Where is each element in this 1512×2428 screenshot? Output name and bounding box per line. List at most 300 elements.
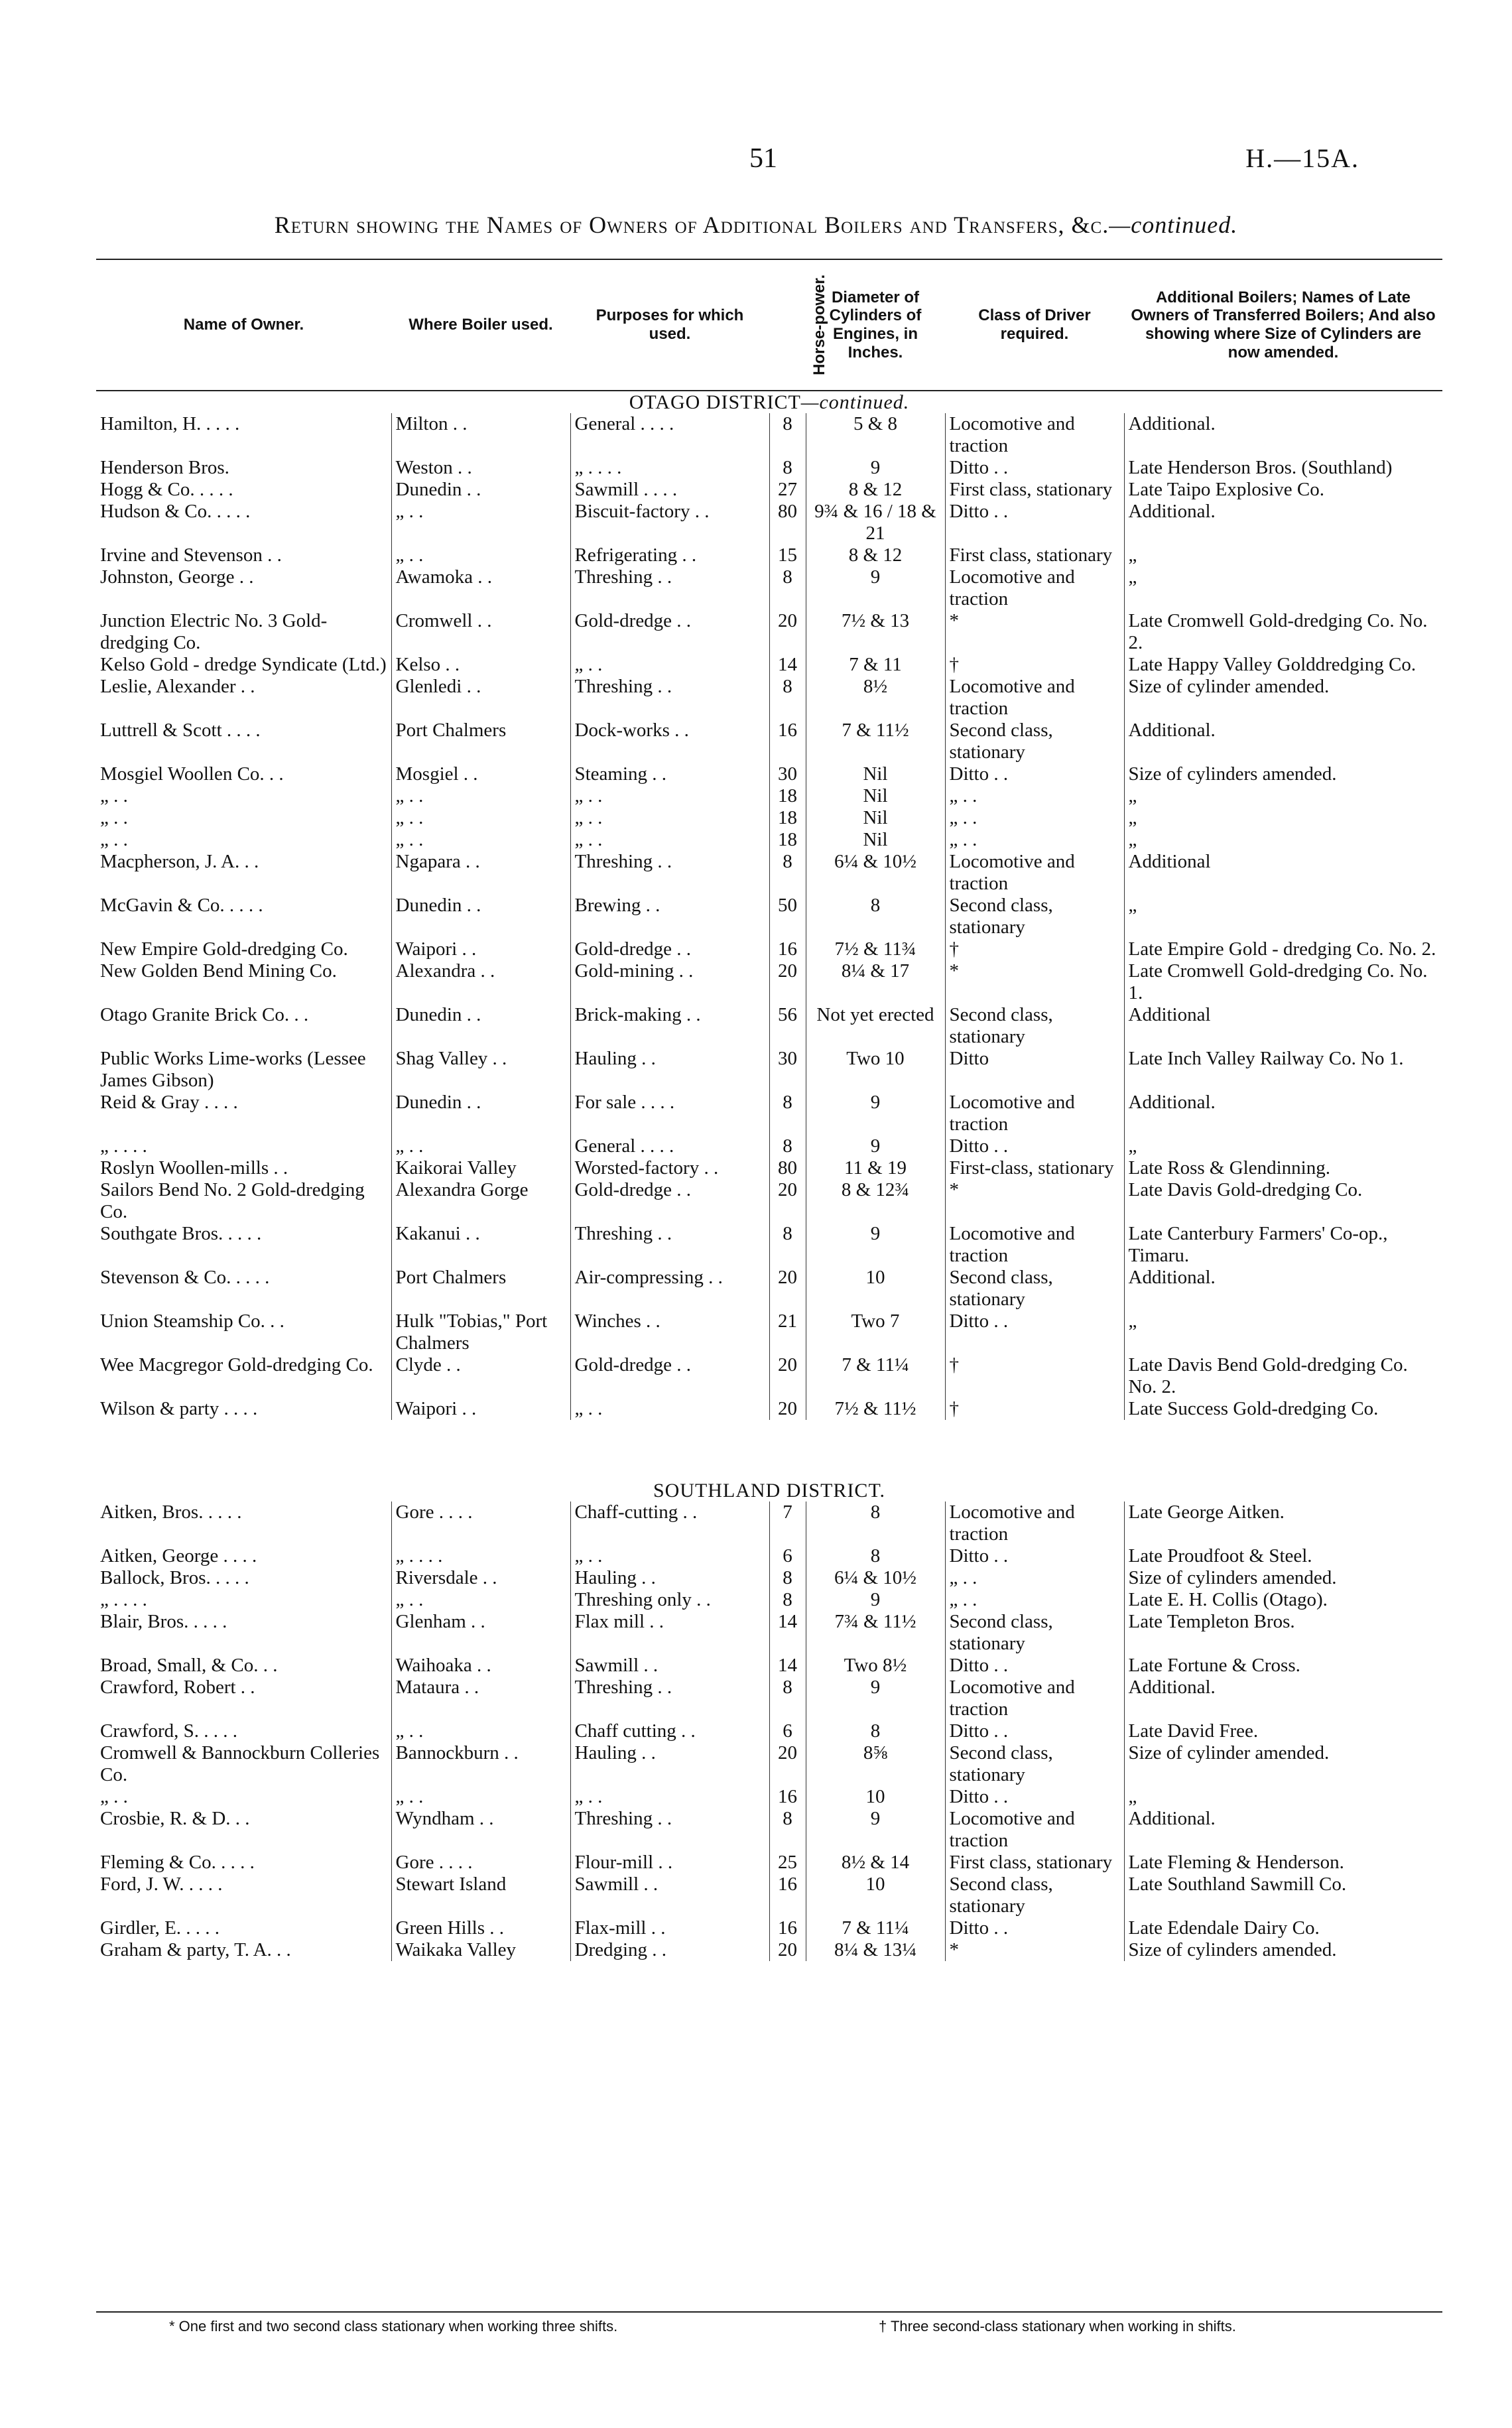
cell-owner: Southgate Bros. . . . . [96,1223,391,1267]
cell-remarks: „ [1128,1135,1137,1157]
cell-owner: „ . . . . [96,1589,391,1611]
cell-horsepower: 8 [769,1092,806,1135]
cell-cylinder-diameter: 8⅝ [806,1742,945,1786]
cell-horsepower: 14 [769,1655,806,1677]
cell-driver-class: Locomotive and traction [945,1502,1124,1545]
cell-horsepower: 16 [769,1874,806,1917]
cell-owner: Hudson & Co. . . . . [96,501,391,544]
cell-cylinder-diameter: 6¼ & 10½ [806,1567,945,1589]
cell-cylinder-diameter: Nil [806,785,945,807]
footnotes [96,2311,1442,2334]
cell-purpose: „ . . [570,807,769,829]
cell-purpose: Threshing . . [570,676,769,720]
cell-remarks: Late Ross & Glendinning. [1128,1157,1330,1179]
cell-remarks: Late George Aitken. [1128,1502,1285,1523]
cell-cylinder-diameter: 8¼ & 17 [806,960,945,1004]
table-row [96,1223,1442,1267]
cell-cylinder-diameter: Two 7 [806,1310,945,1354]
cell-where-used: Port Chalmers [391,1267,570,1310]
cell-where-used: Mosgiel . . [391,763,570,785]
cell-remarks: Late Inch Valley Railway Co. No 1. [1128,1048,1404,1069]
table-row [96,1589,1442,1611]
table-row [96,720,1442,763]
title-text: Return showing the Names of Owners of Additional Boilers and Transfers, &c. [274,212,1109,238]
footnote-dagger: † Three second-class stationary when working in shifts. [879,2318,1236,2334]
table-row [96,1808,1442,1852]
cell-horsepower: 25 [769,1852,806,1874]
cell-cylinder-diameter: 8 [806,1502,945,1545]
cell-driver-class: „ . . [945,1567,1124,1589]
cell-purpose: „ . . [570,1786,769,1808]
cell-driver-class: Second class, stationary [945,1004,1124,1048]
cell-remarks: Late Templeton Bros. [1128,1611,1295,1632]
title-suffix: —continued. [1109,212,1238,238]
table-row [96,676,1442,720]
cell-purpose: Threshing . . [570,851,769,895]
cell-where-used: Hulk "Tobias," Port Chalmers [391,1310,570,1354]
boilers-table [96,259,1442,1961]
cell-where-used: „ . . [391,1589,570,1611]
cell-driver-class: * [945,1179,1124,1223]
cell-where-used: Waipori . . [391,1398,570,1420]
cell-remarks: Additional. [1128,501,1216,522]
table-row [96,566,1442,610]
cell-cylinder-diameter: 8 & 12 [806,479,945,501]
cell-where-used: Bannockburn . . [391,1742,570,1786]
cell-cylinder-diameter: 6¼ & 10½ [806,851,945,895]
cell-where-used: Stewart Island [391,1874,570,1917]
table-row [96,1939,1442,1961]
cell-cylinder-diameter: 7 & 11 [806,654,945,676]
cell-where-used: Dunedin . . [391,479,570,501]
cell-driver-class: First class, stationary [945,544,1124,566]
cell-purpose: Hauling . . [570,1742,769,1786]
cell-purpose: Threshing only . . [570,1589,769,1611]
cell-owner: Public Works Lime-works (Lessee James Gibson) [96,1048,391,1092]
table-row [96,1545,1442,1567]
cell-purpose: Sawmill . . . . [570,479,769,501]
cell-driver-class: Second class, stationary [945,1874,1124,1917]
cell-purpose: Worsted-factory . . [570,1157,769,1179]
cell-driver-class: Locomotive and traction [945,1223,1124,1267]
col-header-purpose: Purposes for which used. [570,259,769,391]
cell-cylinder-diameter: 8 [806,1720,945,1742]
cell-owner: Crosbie, R. & D. . . [96,1808,391,1852]
cell-purpose: Air-compressing . . [570,1267,769,1310]
cell-where-used: Alexandra Gorge [391,1179,570,1223]
cell-remarks: Late Empire Gold - dredging Co. No. 2. [1128,938,1436,960]
cell-horsepower: 56 [769,1004,806,1048]
cell-purpose: „ . . [570,1398,769,1420]
cell-purpose: General . . . . [570,413,769,457]
cell-remarks: Late Southland Sawmill Co. [1128,1874,1347,1895]
cell-horsepower: 30 [769,1048,806,1092]
cell-horsepower: 20 [769,960,806,1004]
cell-where-used: Glenledi . . [391,676,570,720]
cell-purpose: For sale . . . . [570,1092,769,1135]
cell-driver-class: † [945,1398,1124,1420]
table-row [96,1048,1442,1092]
cell-where-used: Wyndham . . [391,1808,570,1852]
cell-cylinder-diameter: 8¼ & 13¼ [806,1939,945,1961]
district-suffix: —continued. [800,391,910,413]
col-header-where: Where Boiler used. [391,259,570,391]
cell-driver-class: „ . . [945,807,1124,829]
cell-owner: Reid & Gray . . . . [96,1092,391,1135]
table-row [96,413,1442,457]
table-row [96,1354,1442,1398]
table-row [96,1092,1442,1135]
cell-purpose: „ . . [570,785,769,807]
cell-driver-class: Locomotive and traction [945,413,1124,457]
cell-purpose: Threshing . . [570,1223,769,1267]
district-heading [96,1480,1442,1502]
cell-purpose: Hauling . . [570,1567,769,1589]
district-name: OTAGO DISTRICT [629,391,801,413]
cell-remarks: Size of cylinders amended. [1128,763,1337,785]
table-row [96,1611,1442,1655]
table-row [96,1742,1442,1786]
cell-where-used: „ . . [391,1135,570,1157]
cell-remarks: Late Edendale Dairy Co. [1128,1917,1320,1939]
cell-horsepower: 7 [769,1502,806,1545]
cell-purpose: Dock-works . . [570,720,769,763]
cell-remarks: „ [1128,1310,1137,1332]
table-row [96,938,1442,960]
table-row [96,785,1442,807]
col-header-owner: Name of Owner. [96,259,391,391]
cell-owner: Roslyn Woollen-mills . . [96,1157,391,1179]
cell-cylinder-diameter: 9 [806,1223,945,1267]
table-row [96,1786,1442,1808]
cell-driver-class: * [945,1939,1124,1961]
district-heading [96,391,1442,413]
cell-owner: Hamilton, H. . . . . [96,413,391,457]
cell-where-used: „ . . [391,544,570,566]
cell-purpose: Chaff cutting . . [570,1720,769,1742]
cell-cylinder-diameter: 9 [806,1092,945,1135]
cell-owner: Ford, J. W. . . . . [96,1874,391,1917]
cell-purpose: Threshing . . [570,1808,769,1852]
cell-purpose: Dredging . . [570,1939,769,1961]
table-row [96,610,1442,654]
cell-remarks: Size of cylinder amended. [1128,676,1330,697]
cell-remarks: Additional [1128,1004,1211,1025]
cell-owner: Ballock, Bros. . . . . [96,1567,391,1589]
cell-where-used: Gore . . . . [391,1502,570,1545]
cell-cylinder-diameter: 8½ [806,676,945,720]
cell-remarks: Late Cromwell Gold-dredging Co. No. 2. [1128,610,1428,653]
cell-remarks: „ [1128,785,1137,806]
cell-remarks: „ [1128,895,1137,916]
table-row [96,895,1442,938]
cell-driver-class: Locomotive and traction [945,676,1124,720]
cell-purpose: Brewing . . [570,895,769,938]
table-row [96,851,1442,895]
cell-owner: Mosgiel Woollen Co. . . [96,763,391,785]
cell-owner: Luttrell & Scott . . . . [96,720,391,763]
cell-remarks: Additional. [1128,1808,1216,1829]
cell-owner: Crawford, S. . . . . [96,1720,391,1742]
cell-owner: Wilson & party . . . . [96,1398,391,1420]
cell-cylinder-diameter: 8 & 12¾ [806,1179,945,1223]
document-reference: H.—15A. [1245,143,1359,173]
cell-driver-class: † [945,654,1124,676]
cell-owner: „ . . [96,1786,391,1808]
table-row [96,1004,1442,1048]
cell-where-used: Dunedin . . [391,895,570,938]
cell-remarks: „ [1128,807,1137,828]
cell-where-used: Milton . . [391,413,570,457]
cell-where-used: „ . . [391,501,570,544]
cell-horsepower: 20 [769,1267,806,1310]
cell-owner: „ . . [96,785,391,807]
cell-where-used: Waikaka Valley [391,1939,570,1961]
cell-remarks: Additional. [1128,720,1216,741]
table-row [96,457,1442,479]
table-row [96,1502,1442,1545]
cell-driver-class: Locomotive and traction [945,1808,1124,1852]
cell-where-used: „ . . [391,1720,570,1742]
cell-remarks: Late Success Gold-dredging Co. [1128,1398,1379,1419]
cell-owner: Broad, Small, & Co. . . [96,1655,391,1677]
table-body [96,391,1442,1961]
table-row [96,1677,1442,1720]
cell-purpose: Gold-dredge . . [570,938,769,960]
cell-purpose: Flour-mill . . [570,1852,769,1874]
cell-owner: Wee Macgregor Gold-dredging Co. [96,1354,391,1398]
cell-purpose: Sawmill . . [570,1655,769,1677]
cell-cylinder-diameter: 9 [806,1589,945,1611]
cell-remarks: Additional. [1128,1267,1216,1288]
cell-horsepower: 8 [769,413,806,457]
cell-where-used: Kaikorai Valley [391,1157,570,1179]
table-row [96,1720,1442,1742]
cell-owner: New Empire Gold-dredging Co. [96,938,391,960]
cell-remarks: „ [1128,1786,1137,1807]
cell-driver-class: Ditto . . [945,1545,1124,1567]
cell-remarks: Additional. [1128,1092,1216,1113]
cell-horsepower: 8 [769,851,806,895]
cell-where-used: Clyde . . [391,1354,570,1398]
cell-remarks: Late Davis Bend Gold-dredging Co. No. 2. [1128,1354,1408,1397]
cell-driver-class: Locomotive and traction [945,1677,1124,1720]
cell-owner: „ . . [96,807,391,829]
cell-driver-class: * [945,610,1124,654]
cell-owner: Graham & party, T. A. . . [96,1939,391,1961]
cell-where-used: „ . . [391,785,570,807]
col-header-horsepower-text: Horse-power. [810,274,829,376]
cell-owner: Sailors Bend No. 2 Gold-dredging Co. [96,1179,391,1223]
cell-where-used: Gore . . . . [391,1852,570,1874]
cell-owner: Junction Electric No. 3 Gold-dredging Co. [96,610,391,654]
cell-where-used: Cromwell . . [391,610,570,654]
cell-horsepower: 16 [769,720,806,763]
cell-where-used: Kelso . . [391,654,570,676]
table-row [96,479,1442,501]
cell-horsepower: 18 [769,807,806,829]
cell-driver-class: * [945,960,1124,1004]
cell-horsepower: 20 [769,610,806,654]
cell-driver-class: Ditto . . [945,1310,1124,1354]
cell-where-used: Riversdale . . [391,1567,570,1589]
cell-purpose: Flax mill . . [570,1611,769,1655]
col-header-class: Class of Driver required. [945,259,1124,391]
cell-owner: Stevenson & Co. . . . . [96,1267,391,1310]
table-row [96,1179,1442,1223]
cell-owner: Hogg & Co. . . . . [96,479,391,501]
cell-driver-class: Ditto . . [945,1720,1124,1742]
cell-horsepower: 20 [769,1179,806,1223]
cell-remarks: Late Henderson Bros. (Southland) [1128,457,1393,478]
cell-cylinder-diameter: Not yet erected [806,1004,945,1048]
cell-remarks: Late Fortune & Cross. [1128,1655,1300,1676]
table-row [96,544,1442,566]
cell-owner: Union Steamship Co. . . [96,1310,391,1354]
cell-remarks: Late Davis Gold-dredging Co. [1128,1179,1363,1200]
cell-driver-class: „ . . [945,1589,1124,1611]
cell-remarks: Late David Free. [1128,1720,1259,1742]
cell-owner: Aitken, George . . . . [96,1545,391,1567]
table-row [96,807,1442,829]
cell-horsepower: 18 [769,829,806,851]
cell-horsepower: 16 [769,1786,806,1808]
cell-where-used: Dunedin . . [391,1092,570,1135]
cell-driver-class: „ . . [945,829,1124,851]
cell-cylinder-diameter: 7 & 11½ [806,720,945,763]
cell-purpose: Biscuit-factory . . [570,501,769,544]
cell-driver-class: Second class, stationary [945,1267,1124,1310]
cell-purpose: „ . . [570,654,769,676]
cell-purpose: Gold-dredge . . [570,610,769,654]
cell-driver-class: Locomotive and traction [945,1092,1124,1135]
cell-horsepower: 50 [769,895,806,938]
cell-owner: McGavin & Co. . . . . [96,895,391,938]
table-row [96,1135,1442,1157]
cell-horsepower: 80 [769,1157,806,1179]
cell-horsepower: 8 [769,1589,806,1611]
cell-cylinder-diameter: 7½ & 11¾ [806,938,945,960]
cell-cylinder-diameter: 9 [806,457,945,479]
cell-horsepower: 16 [769,938,806,960]
cell-horsepower: 20 [769,1398,806,1420]
cell-horsepower: 8 [769,1808,806,1852]
cell-purpose: Gold-mining . . [570,960,769,1004]
footnote-star: * One first and two second class stationary when working three shifts. [169,2318,618,2334]
cell-purpose: Refrigerating . . [570,544,769,566]
cell-remarks: Late Canterbury Farmers' Co-op., Timaru. [1128,1223,1388,1266]
cell-driver-class: † [945,1354,1124,1398]
cell-cylinder-diameter: Nil [806,807,945,829]
cell-owner: Otago Granite Brick Co. . . [96,1004,391,1048]
cell-remarks: Size of cylinders amended. [1128,1939,1337,1960]
cell-driver-class: Locomotive and traction [945,851,1124,895]
cell-where-used: Green Hills . . [391,1917,570,1939]
cell-horsepower: 20 [769,1939,806,1961]
cell-purpose: Hauling . . [570,1048,769,1092]
cell-cylinder-diameter: 7 & 11¼ [806,1917,945,1939]
cell-remarks: „ [1128,566,1137,588]
cell-purpose: „ . . . . [570,457,769,479]
cell-where-used: Waipori . . [391,938,570,960]
cell-horsepower: 8 [769,566,806,610]
cell-cylinder-diameter: 9 [806,1808,945,1852]
cell-horsepower: 14 [769,1611,806,1655]
cell-driver-class: „ . . [945,785,1124,807]
table-row [96,1655,1442,1677]
cell-where-used: Kakanui . . [391,1223,570,1267]
cell-driver-class: First class, stationary [945,479,1124,501]
cell-cylinder-diameter: 10 [806,1786,945,1808]
cell-owner: Girdler, E. . . . . [96,1917,391,1939]
cell-cylinder-diameter: 9 [806,1677,945,1720]
cell-where-used: Glenham . . [391,1611,570,1655]
table-row [96,1567,1442,1589]
table-row [96,654,1442,676]
cell-purpose: Gold-dredge . . [570,1179,769,1223]
cell-remarks: Size of cylinder amended. [1128,1742,1330,1763]
page-title [0,211,1512,239]
cell-cylinder-diameter: 8 [806,1545,945,1567]
cell-cylinder-diameter: Nil [806,829,945,851]
cell-where-used: „ . . [391,1786,570,1808]
cell-where-used: Alexandra . . [391,960,570,1004]
cell-horsepower: 8 [769,1223,806,1267]
cell-owner: Crawford, Robert . . [96,1677,391,1720]
cell-driver-class: Second class, stationary [945,720,1124,763]
cell-owner: Kelso Gold - dredge Syndicate (Ltd.) [96,654,391,676]
col-header-diameter: Diameter of Cylinders of Engines, in Inches. [806,259,945,391]
cell-where-used: Weston . . [391,457,570,479]
cell-cylinder-diameter: 7½ & 13 [806,610,945,654]
cell-driver-class: Ditto . . [945,1135,1124,1157]
cell-driver-class: † [945,938,1124,960]
cell-purpose: Winches . . [570,1310,769,1354]
cell-horsepower: 20 [769,1354,806,1398]
cell-where-used: Port Chalmers [391,720,570,763]
cell-driver-class: Ditto . . [945,457,1124,479]
cell-owner: Aitken, Bros. . . . . [96,1502,391,1545]
cell-remarks: Additional [1128,851,1211,872]
cell-cylinder-diameter: 7¾ & 11½ [806,1611,945,1655]
cell-horsepower: 8 [769,457,806,479]
cell-where-used: „ . . [391,829,570,851]
cell-cylinder-diameter: 10 [806,1874,945,1917]
cell-cylinder-diameter: 7 & 11¼ [806,1354,945,1398]
cell-driver-class: Ditto . . [945,1917,1124,1939]
cell-horsepower: 14 [769,654,806,676]
table-row [96,1310,1442,1354]
cell-cylinder-diameter: 9¾ & 16 / 18 & 21 [806,501,945,544]
cell-horsepower: 6 [769,1720,806,1742]
cell-purpose: Threshing . . [570,1677,769,1720]
cell-remarks: „ [1128,829,1137,850]
cell-cylinder-diameter: Two 10 [806,1048,945,1092]
cell-driver-class: Ditto . . [945,763,1124,785]
cell-purpose: „ . . [570,1545,769,1567]
cell-where-used: Mataura . . [391,1677,570,1720]
cell-horsepower: 16 [769,1917,806,1939]
cell-cylinder-diameter: 8½ & 14 [806,1852,945,1874]
cell-horsepower: 30 [769,763,806,785]
cell-horsepower: 8 [769,676,806,720]
section-spacer [96,1420,1442,1480]
cell-where-used: Shag Valley . . [391,1048,570,1092]
cell-owner: Blair, Bros. . . . . [96,1611,391,1655]
cell-driver-class: First-class, stationary [945,1157,1124,1179]
cell-horsepower: 15 [769,544,806,566]
cell-cylinder-diameter: 8 & 12 [806,544,945,566]
